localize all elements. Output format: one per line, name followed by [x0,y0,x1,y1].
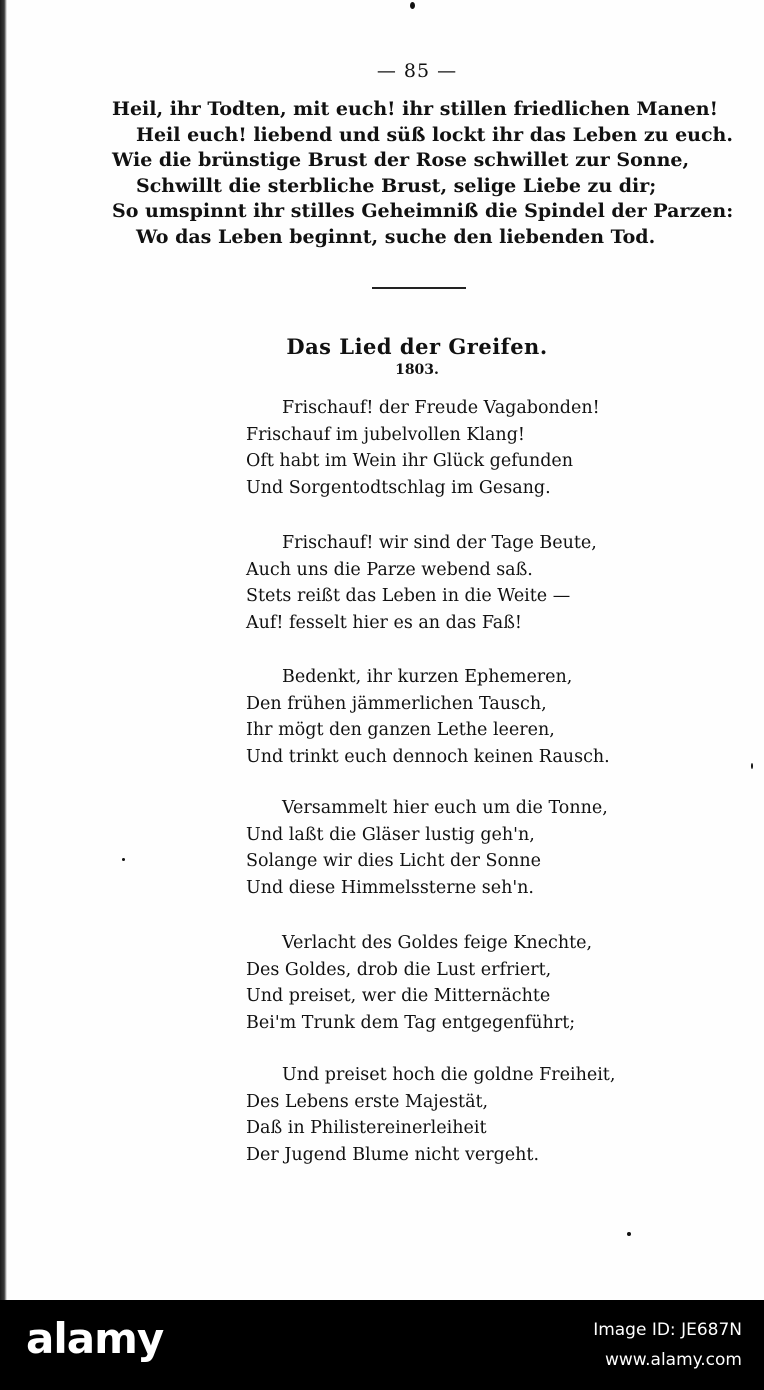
verse-line: Wie die brünstige Brust der Rose schwillet zur Sonne, [112,149,690,171]
verse-line: Daß in Philistereinerleiheit [246,1118,487,1138]
verse-line: Des Lebens erste Majestät, [246,1091,489,1112]
poem-stanza-2 [246,530,646,636]
top-stanza [112,97,734,250]
poem-year: 1803. [395,362,439,378]
verse-line: Und diese Himmelssterne seh'n. [246,877,534,898]
verse-line: Auch uns die Parze webend saß. [246,559,533,580]
ink-speck [122,858,125,861]
verse-line: Frischauf im jubelvollen Klang! [246,424,525,445]
poem-stanza-3 [246,664,646,770]
verse-line: Heil euch! liebend und süß lockt ihr das Leben zu euch. [136,123,733,146]
page-number: — 85 — [376,60,458,82]
verse-line: Und preiset hoch die goldne Freiheit, [282,1065,616,1085]
poem-stanza-6 [246,1062,646,1168]
ink-speck [627,1232,631,1236]
verse-line: Frischauf! wir sind der Tage Beute, [282,533,597,553]
verse-line: Und laßt die Gläser lustig geh'n, [246,824,535,845]
verse-line: Schwillt die sterbliche Brust, selige Liebe zu dir; [136,174,657,197]
alamy-logo: alamy [26,1314,164,1363]
verse-line: Auf! fesselt hier es an das Faß! [246,612,522,633]
page-spine-edge [0,0,7,1300]
section-divider [372,287,466,289]
verse-line: Wo das Leben beginnt, suche den liebenden Tod. [136,225,656,248]
poem-title: Das Lied der Greifen. [286,334,548,359]
verse-line: Frischauf! der Freude Vagabonden! [282,398,600,418]
ink-speck [410,2,415,9]
verse-line: Heil, ihr Todten, mit euch! ihr stillen friedlichen Manen! [112,98,718,120]
poem-stanza-5 [246,930,646,1036]
watermark-bar [0,1300,764,1390]
verse-line: Und preiset, wer die Mitternächte [246,986,551,1006]
verse-line: Ihr mögt den ganzen Lethe leeren, [246,720,555,740]
verse-line: Versammelt hier euch um die Tonne, [282,798,608,818]
verse-line: Und trinkt euch dennoch keinen Rausch. [246,746,610,767]
verse-line: Bei'm Trunk dem Tag entgegenführt; [246,1012,576,1033]
verse-line: Stets reißt das Leben in die Weite — [246,586,571,606]
site-url: www.alamy.com [604,1350,742,1370]
verse-line: So umspinnt ihr stilles Geheimniß die Spindel der Parzen: [112,200,734,222]
verse-line: Bedenkt, ihr kurzen Ephemeren, [282,667,573,687]
verse-line: Und Sorgentodtschlag im Gesang. [246,477,551,498]
verse-line: Verlacht des Goldes feige Knechte, [282,933,593,953]
verse-line: Der Jugend Blume nicht vergeht. [246,1144,540,1165]
verse-line: Den frühen jämmerlichen Tausch, [246,693,547,714]
poem-stanza-1 [246,395,646,501]
image-id-label: Image ID: JE687N [593,1320,742,1340]
verse-line: Solange wir dies Licht der Sonne [246,851,541,871]
verse-line: Des Goldes, drob die Lust erfriert, [246,959,552,980]
verse-line: Oft habt im Wein ihr Glück gefunden [246,451,574,471]
ink-speck [751,763,753,769]
poem-stanza-4 [246,795,646,901]
